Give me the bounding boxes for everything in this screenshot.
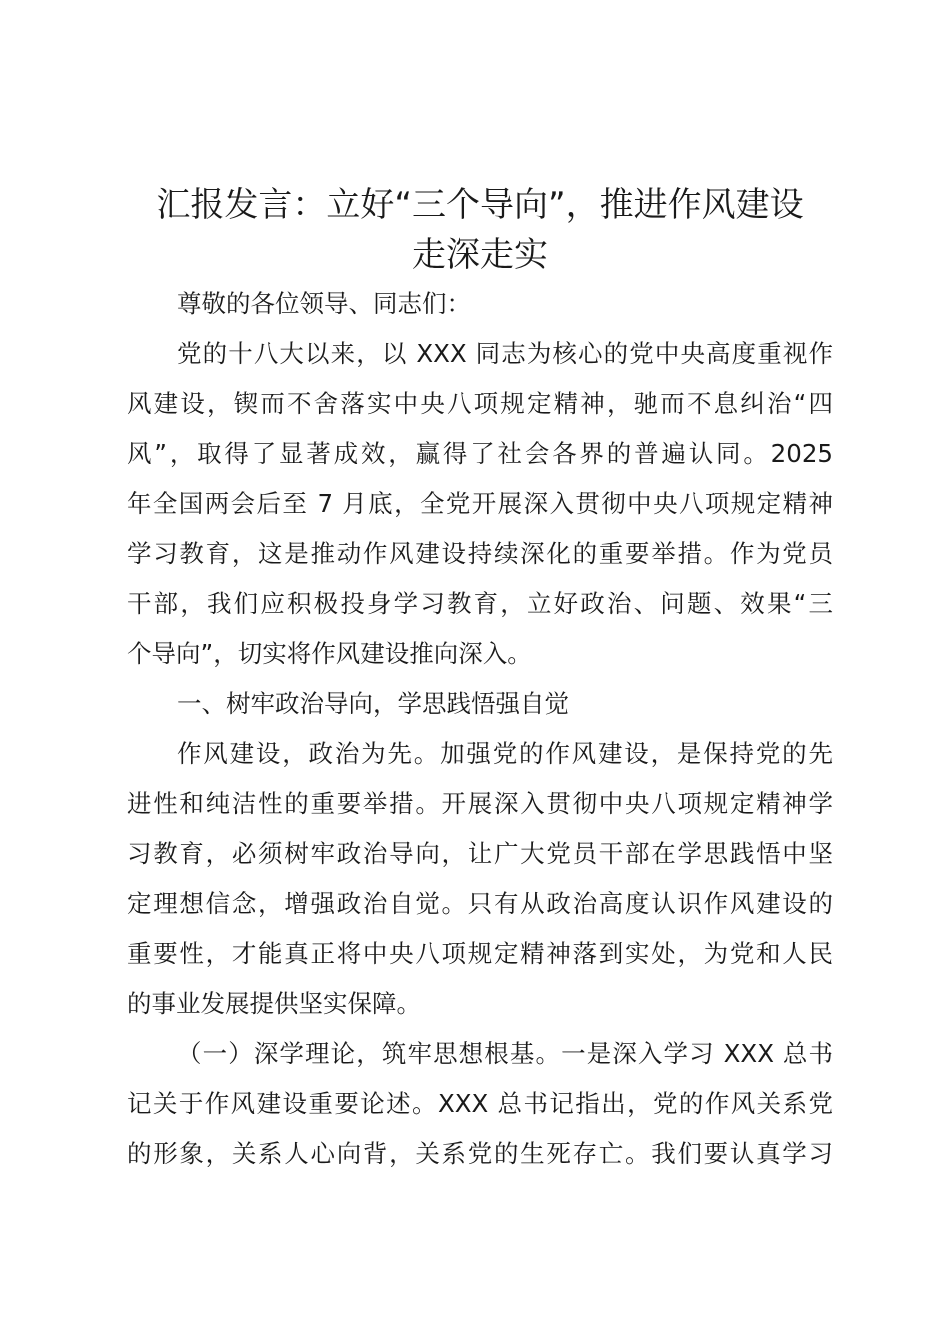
- document-title-line-1: 汇报发言：立好“三个导向”，推进作风建设: [156, 185, 804, 225]
- para2-line: 进性和纯洁性的重要举措。开展深入贯彻中央八项规定精神学: [127, 789, 833, 818]
- document-title-line-2: 走深走实: [412, 235, 548, 275]
- para1-line: 年全国两会后至 7 月底，全党开展深入贯彻中央八项规定精神: [127, 489, 833, 518]
- para2-line: 作风建设，政治为先。加强党的作风建设，是保持党的先: [177, 739, 833, 768]
- para3-line: （一）深学理论，筑牢思想根基。一是深入学习 XXX 总书: [177, 1039, 833, 1068]
- para1-line: 学习教育，这是推动作风建设持续深化的重要举措。作为党员: [127, 539, 833, 568]
- salutation: 尊敬的各位领导、同志们：: [177, 289, 471, 318]
- para1-line: 个导向”，切实将作风建设推向深入。: [127, 639, 532, 668]
- para3-line: 的形象，关系人心向背，关系党的生死存亡。我们要认真学习: [127, 1139, 833, 1168]
- para2-line: 重要性，才能真正将中央八项规定精神落到实处，为党和人民: [127, 939, 833, 968]
- para2-line: 习教育，必须树牢政治导向，让广大党员干部在学思践悟中坚: [127, 839, 833, 868]
- section-heading-1: 一、树牢政治导向，学思践悟强自觉: [177, 689, 569, 718]
- para2-line: 的事业发展提供坚实保障。: [127, 989, 421, 1018]
- para1-line: 党的十八大以来，以 XXX 同志为核心的党中央高度重视作: [177, 339, 833, 368]
- para1-line: 风”，取得了显著成效，赢得了社会各界的普遍认同。2025: [127, 439, 833, 468]
- para2-line: 定理想信念，增强政治自觉。只有从政治高度认识作风建设的: [127, 889, 833, 918]
- para1-line: 干部，我们应积极投身学习教育，立好政治、问题、效果“三: [127, 589, 833, 618]
- para3-line: 记关于作风建设重要论述。XXX 总书记指出，党的作风关系党: [127, 1089, 833, 1118]
- para1-line: 风建设，锲而不舍落实中央八项规定精神，驰而不息纠治“四: [127, 389, 833, 418]
